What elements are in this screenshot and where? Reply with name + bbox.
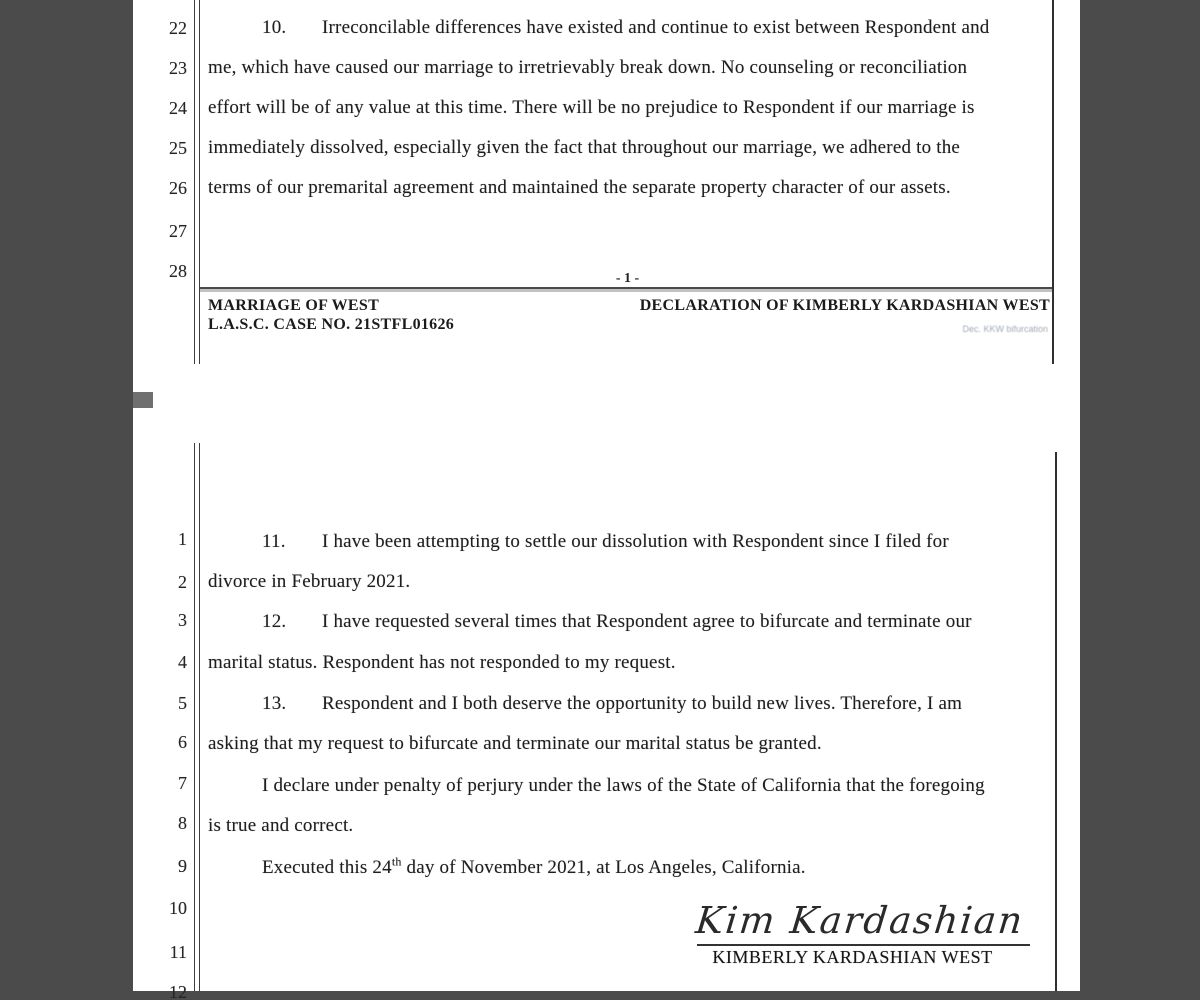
body-line: terms of our premarital agreement and maintained the separate property character of our assets. (208, 177, 951, 198)
page2-line-number: 6 (178, 732, 187, 752)
body-line-text: I have requested several times that Respondent agree to bifurcate and terminate our (322, 611, 972, 632)
page2-line-number: 8 (178, 813, 187, 833)
body-line: marital status. Respondent has not responded to my request. (208, 652, 676, 673)
footer-file-note: Dec. KKW bifurcation (962, 324, 1048, 334)
page2-right-rule (1055, 452, 1057, 991)
body-line: immediately dissolved, especially given the fact that throughout our marriage, we adhered to the (208, 137, 961, 158)
page2-line-number: 12 (169, 982, 187, 1000)
signature-line (697, 944, 1030, 946)
body-line-text: I have been attempting to settle our dissolution with Respondent since I filed for (322, 531, 949, 552)
body-line (208, 855, 1054, 881)
page2-line-number: 5 (178, 693, 187, 713)
paragraph-number: 11. (262, 531, 286, 552)
body-line: divorce in February 2021. (208, 571, 411, 592)
signature-printed-name: KIMBERLY KARDASHIAN WEST (712, 947, 993, 967)
body-line-text: Irreconcilable differences have existed and continue to exist between Respondent and (322, 17, 990, 38)
ordinal-superscript: th (391, 854, 402, 869)
body-line-text: Respondent and I both deserve the opportunity to build new lives. Therefore, I am (322, 693, 963, 714)
scan-blemish (133, 392, 153, 408)
page1-line-number: 28 (169, 261, 187, 281)
page1-line-number: 22 (169, 18, 187, 38)
page2-line-number: 3 (178, 610, 187, 630)
footer-document-title: DECLARATION OF KIMBERLY KARDASHIAN WEST (639, 297, 1050, 314)
page1-line-number: 24 (169, 98, 187, 118)
body-line (208, 609, 1054, 635)
body-line (208, 15, 1054, 41)
page2-line-number: 9 (178, 856, 187, 876)
page-number: - 1 - (615, 271, 640, 286)
body-line: asking that my request to bifurcate and terminate our marital status be granted. (208, 733, 822, 754)
page2-line-number: 7 (178, 773, 187, 793)
body-line: effort will be of any value at this time. There will be no prejudice to Respondent if our marriage is (208, 97, 975, 118)
page2-line-number: 10 (169, 898, 187, 918)
body-line-text: Executed this 24 (262, 857, 392, 878)
paragraph-number: 13. (262, 693, 287, 714)
body-line: is true and correct. (208, 815, 354, 836)
body-line-text: day of November 2021, at Los Angeles, California. (401, 857, 806, 878)
body-line-text: I declare under penalty of perjury under the laws of the State of California that the foregoing (262, 775, 985, 796)
page2-line-number: 4 (178, 652, 187, 672)
body-line (208, 529, 1054, 555)
body-line (208, 773, 1054, 799)
page2-line-number: 11 (169, 942, 187, 962)
body-line: me, which have caused our marriage to irretrievably break down. No counseling or reconciliation (208, 57, 968, 78)
page1-line-number: 26 (169, 178, 187, 198)
footer-case-title: MARRIAGE OF WEST (208, 297, 380, 314)
page2-left-double-rule (194, 443, 200, 991)
page1-left-double-rule (194, 0, 200, 364)
paragraph-number: 12. (262, 611, 287, 632)
page1-line-number: 23 (169, 58, 187, 78)
signature-script: Kim Kardashian (693, 899, 1027, 942)
page2-line-number: 2 (178, 572, 187, 592)
page1-line-number: 25 (169, 138, 187, 158)
page1-line-number: 27 (169, 221, 187, 241)
paragraph-number: 10. (262, 17, 287, 38)
page2-line-number: 1 (178, 529, 187, 549)
footer-case-number: L.A.S.C. CASE NO. 21STFL01626 (208, 316, 455, 333)
footer-rule (200, 287, 1052, 292)
body-line (208, 691, 1054, 717)
